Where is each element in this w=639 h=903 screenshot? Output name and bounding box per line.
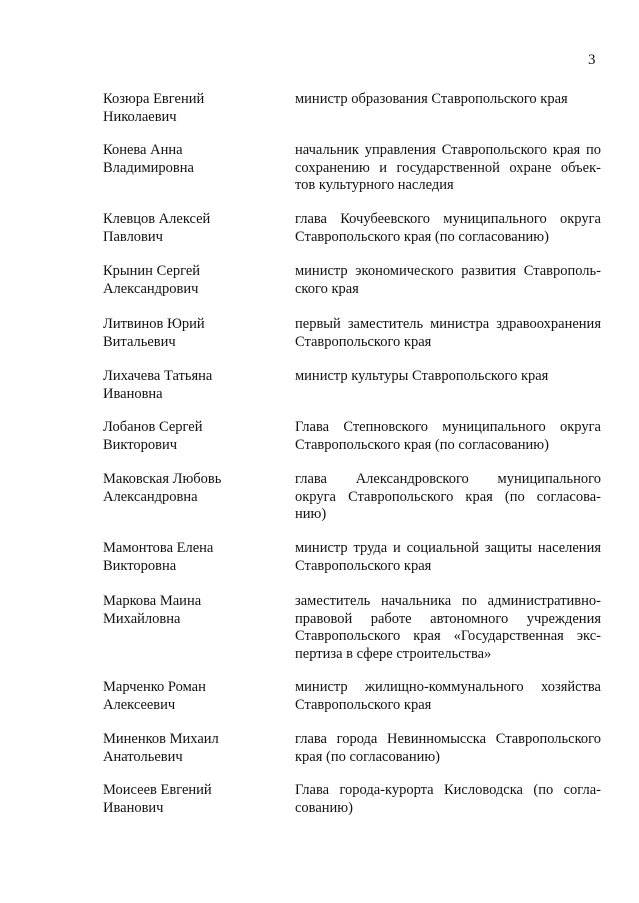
position-line: глава Кочубеевского муниципального округа	[295, 211, 601, 227]
position-line: нию)	[295, 506, 327, 522]
name-line: Михайловна	[103, 610, 181, 627]
person-name	[103, 263, 278, 298]
position-line: правовой работе автономного учреждения	[295, 610, 601, 627]
name-line: Клевцов Алексей	[103, 211, 211, 227]
person-position	[295, 540, 601, 575]
position-line: сованию)	[295, 799, 353, 816]
position-line: Ставропольского края (по согласованию)	[295, 436, 549, 453]
position-line: Глава города-курорта Кисловодска (по согла-	[295, 782, 601, 798]
person-position	[295, 593, 601, 663]
person-position	[295, 91, 601, 109]
name-line: Александрович	[103, 280, 199, 297]
name-line: Моисеев Евгений	[103, 782, 212, 798]
person-position	[295, 419, 601, 454]
person-name	[103, 782, 278, 817]
name-line: Крынин Сергей	[103, 263, 201, 279]
position-line: пертиза в сфере строительства»	[295, 645, 492, 662]
person-name	[103, 368, 278, 403]
name-line: Николаевич	[103, 108, 177, 125]
person-name	[103, 419, 278, 454]
position-line: Глава Степновского муниципального округа	[295, 419, 601, 435]
position-line: министр труда и социальной защиты населения	[295, 540, 601, 556]
position-line: министр образования Ставропольского края	[295, 91, 568, 107]
person-name	[103, 316, 278, 351]
position-line: Ставропольского края (по согласованию)	[295, 228, 549, 245]
person-position	[295, 782, 601, 817]
person-name	[103, 731, 278, 766]
name-line: Алексеевич	[103, 696, 176, 713]
name-line: Маковская Любовь	[103, 471, 222, 487]
name-line: Павлович	[103, 228, 163, 245]
position-line: округа Ставропольского края (по согласова-	[295, 488, 601, 505]
person-name	[103, 91, 278, 126]
person-position	[295, 679, 601, 714]
page-number: 3	[588, 52, 596, 68]
position-line: ского края	[295, 280, 359, 297]
name-line: Козюра Евгений	[103, 91, 205, 107]
position-line: тов культурного наследия	[295, 177, 454, 193]
person-position	[295, 368, 601, 386]
name-line: Конева Анна	[103, 142, 183, 158]
position-line: министр экономического развития Ставрополь-	[295, 263, 601, 279]
position-line: начальник управления Ставропольского края по	[295, 142, 601, 158]
name-line: Миненков Михаил	[103, 731, 219, 747]
position-line: края (по согласованию)	[295, 748, 441, 765]
position-line: министр культуры Ставропольского края	[295, 368, 549, 384]
name-line: Викторовна	[103, 557, 177, 574]
position-line: глава города Невинномысска Ставропольского	[295, 731, 601, 747]
position-line: Ставропольского края «Государственная экс-	[295, 628, 601, 644]
person-name	[103, 593, 278, 628]
person-name	[103, 679, 278, 714]
name-line: Владимировна	[103, 159, 194, 176]
position-line: глава Александровского муниципального	[295, 471, 601, 487]
name-line: Александровна	[103, 488, 198, 505]
position-line: первый заместитель министра здравоохранения	[295, 316, 601, 332]
position-line: Ставропольского края	[295, 333, 432, 350]
name-line: Маркова Маина	[103, 593, 202, 609]
name-line: Ивановна	[103, 385, 163, 402]
name-line: Лихачева Татьяна	[103, 368, 213, 384]
person-name	[103, 540, 278, 575]
name-line: Анатольевич	[103, 748, 183, 765]
person-position	[295, 731, 601, 766]
person-position	[295, 142, 601, 195]
position-line: сохранению и государственной охране объек-	[295, 159, 601, 176]
name-line: Литвинов Юрий	[103, 316, 205, 332]
position-line: Ставропольского края	[295, 696, 432, 713]
person-name	[103, 471, 278, 506]
person-name	[103, 142, 278, 177]
person-position	[295, 211, 601, 246]
person-position	[295, 471, 601, 524]
name-line: Мамонтова Елена	[103, 540, 214, 556]
position-line: Ставропольского края	[295, 557, 432, 574]
name-line: Лобанов Сергей	[103, 419, 203, 435]
position-line: министр жилищно-коммунального хозяйства	[295, 679, 601, 695]
position-line: заместитель начальника по административно-	[295, 593, 601, 609]
person-position	[295, 263, 601, 298]
name-line: Викторович	[103, 436, 178, 453]
name-line: Марченко Роман	[103, 679, 206, 695]
name-line: Иванович	[103, 799, 164, 816]
name-line: Витальевич	[103, 333, 176, 350]
person-position	[295, 316, 601, 351]
person-name	[103, 211, 278, 246]
